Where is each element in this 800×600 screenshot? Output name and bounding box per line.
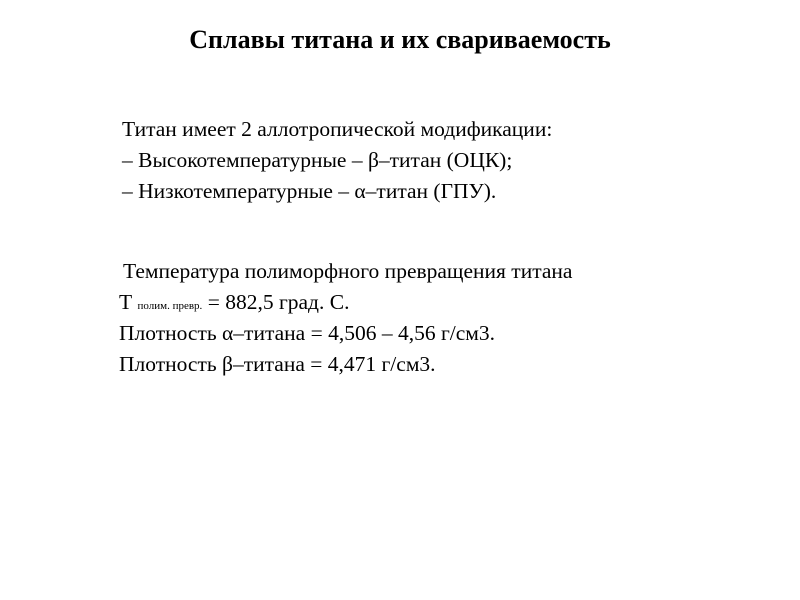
properties-block (119, 256, 572, 380)
allotropy-item-low-temp: – Низкотемпературные – α–титан (ГПУ). (122, 179, 497, 203)
beta-density: Плотность β–титана = 4,471 г/см3. (119, 352, 436, 376)
allotropy-intro: Титан имеет 2 аллотропической модификации: (122, 117, 553, 141)
alpha-density: Плотность α–титана = 4,506 – 4,56 г/см3. (119, 321, 496, 345)
allotropy-block (122, 114, 552, 207)
transformation-symbol: Т (119, 290, 133, 314)
transformation-heading: Температура полиморфного превращения титана (123, 259, 573, 283)
transformation-subscript: полим. превр. (137, 300, 203, 312)
transformation-value: = 882,5 град. С. (202, 290, 350, 314)
allotropy-item-high-temp: – Высокотемпературные – β–титан (ОЦК); (122, 148, 513, 172)
slide-title: Сплавы титана и их свариваемость (189, 25, 611, 54)
transformation-temperature (119, 287, 572, 318)
